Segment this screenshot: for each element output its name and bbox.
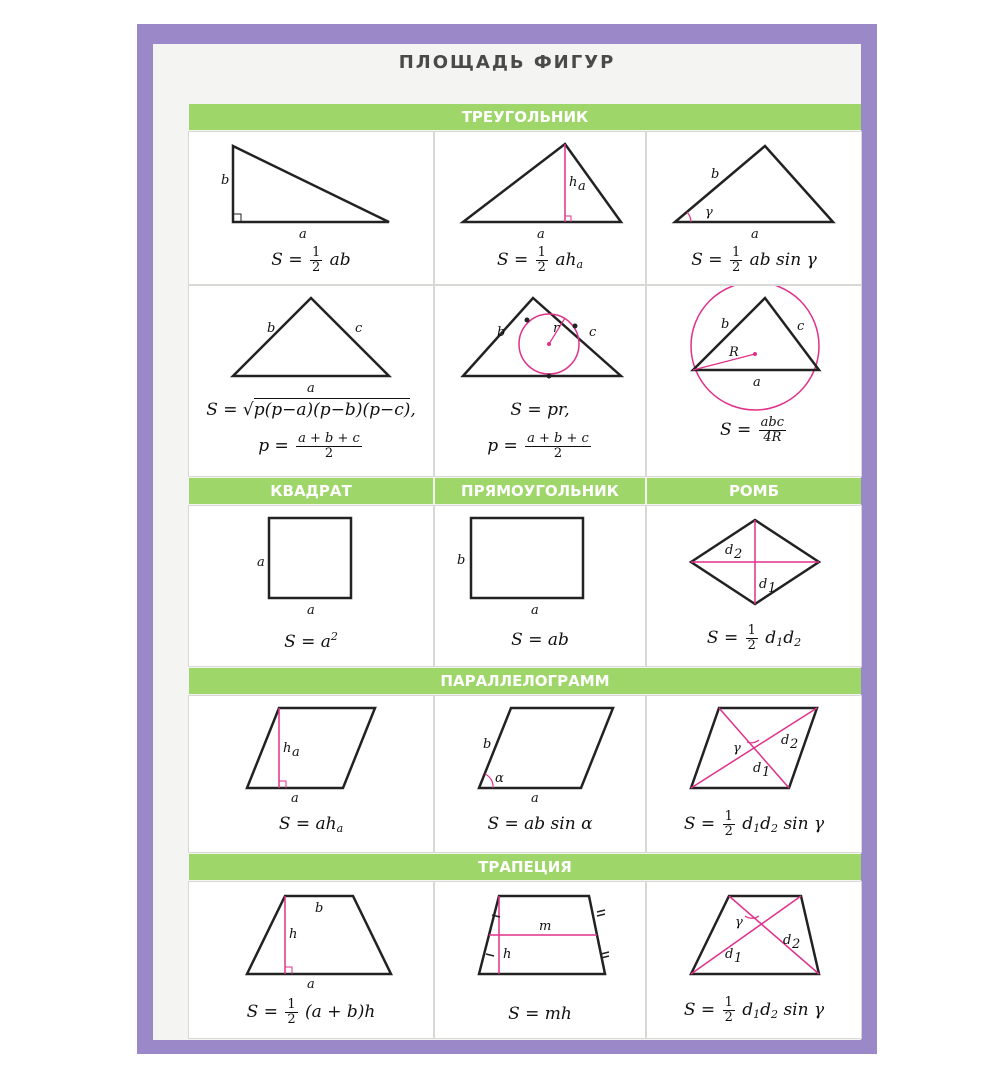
label-a: a: [531, 603, 539, 618]
formula-heron: S = √p(p−a)(p−b)(p−c),: [206, 400, 416, 420]
section-bar-rectangle: ПРЯМОУГОЛЬНИК: [435, 478, 645, 504]
formula-parallelogram-diagonals: S = $\frac{1}{2}$ $d_1d_2$ sin γ: [683, 809, 825, 839]
formula-trapezoid-midline: S = mh: [508, 1004, 572, 1024]
label-h-sub: a: [578, 179, 586, 194]
label-a: a: [753, 375, 761, 390]
label-alpha: α: [495, 771, 504, 786]
cell-inscribed-circle: [435, 286, 645, 476]
label-d1: d: [753, 761, 762, 776]
label-d2: d: [725, 543, 734, 558]
formula-circumradius: S = $\frac{\text{abc}}{4R}$: [719, 415, 785, 445]
label-d1: d: [759, 577, 768, 592]
section-bar-rhombus: РОМБ: [647, 478, 861, 504]
label-c: c: [355, 321, 363, 336]
formula-inradius: S = pr,: [510, 400, 570, 420]
poster-sheet: [153, 44, 861, 1040]
cell-heron: [189, 286, 433, 476]
label-gamma: γ: [735, 915, 743, 930]
cell-parallelogram-sine: [435, 696, 645, 852]
cell-square: [189, 506, 433, 666]
label-r: r: [553, 321, 560, 336]
label-d2: d: [781, 733, 790, 748]
cell-parallelogram-height: [189, 696, 433, 852]
formula-semiperimeter-2: p = $\frac{a + b + c}{2}$: [487, 431, 589, 461]
cell-trapezoid-diagonals: [647, 882, 861, 1038]
label-b: b: [721, 317, 730, 332]
label-h: h: [569, 175, 578, 190]
label-b: b: [315, 901, 324, 916]
label-d1-sub: 1: [768, 581, 777, 596]
label-h: h: [289, 927, 298, 942]
label-a: a: [299, 227, 307, 242]
formula-trapezoid-diagonals: S = $\frac{1}{2}$ $d_1d_2$ sin γ: [683, 995, 825, 1025]
page-title: ПЛОЩАДЬ ФИГУР: [398, 52, 616, 73]
label-b: b: [221, 173, 230, 188]
label-m: m: [539, 919, 552, 934]
label-a: a: [531, 791, 539, 806]
label-d2: d: [783, 933, 792, 948]
formula-triangle-sine: S = $\frac{1}{2}$ ab sin γ: [691, 245, 817, 275]
formula-rectangle: S = ab: [511, 630, 569, 650]
label-a: a: [307, 603, 315, 618]
label-a: a: [307, 381, 315, 396]
label-d2-sub: 2: [792, 937, 801, 952]
label-d1-sub: 1: [734, 951, 743, 966]
cell-trapezoid-bases: [189, 882, 433, 1038]
cell-trapezoid-midline: [435, 882, 645, 1038]
label-b: b: [483, 737, 492, 752]
label-a: a: [751, 227, 759, 242]
label-h-sub: a: [292, 745, 300, 760]
formula-right-triangle: S = $\frac{1}{2}$ ab: [271, 245, 351, 275]
section-bar-trapezoid: ТРАПЕЦИЯ: [189, 854, 861, 880]
label-c: c: [797, 319, 805, 334]
cell-right-triangle: [189, 132, 433, 284]
label-a: a: [307, 977, 315, 992]
section-bar-square: КВАДРАТ: [189, 478, 433, 504]
cell-triangle-height: [435, 132, 645, 284]
formula-triangle-height: S = $\frac{1}{2}$ $ah_a$: [496, 245, 584, 275]
label-d2-sub: 2: [734, 547, 743, 562]
cell-rhombus: [647, 506, 861, 666]
formula-trapezoid-bases: S = $\frac{1}{2}$ (a + b)h: [246, 997, 376, 1027]
cell-parallelogram-diagonals: [647, 696, 861, 852]
formula-square: $S = a^2$: [284, 630, 338, 652]
label-c: c: [589, 325, 597, 340]
label-d2-sub: 2: [790, 737, 799, 752]
label-b: b: [711, 167, 720, 182]
cell-triangle-sine: [647, 132, 861, 284]
section-bar-triangle: ТРЕУГОЛЬНИК: [189, 104, 861, 130]
circumscribed-circle-figure: [647, 286, 861, 476]
label-R: R: [729, 345, 739, 360]
label-gamma: γ: [733, 741, 741, 756]
formula-semiperimeter: p = $\frac{a + b + c}{2}$: [258, 431, 360, 461]
label-d1-sub: 1: [762, 765, 771, 780]
label-a: a: [537, 227, 545, 242]
label-b: b: [267, 321, 276, 336]
label-b: b: [497, 325, 506, 340]
cell-circumscribed-circle: [647, 286, 861, 476]
label-h: h: [283, 741, 292, 756]
poster-frame: [137, 24, 877, 1054]
label-a-side: a: [257, 555, 265, 570]
formula-parallelogram-height: $S = ah_a$: [278, 814, 344, 835]
label-h: h: [503, 947, 512, 962]
label-b: b: [457, 553, 466, 568]
label-a: a: [291, 791, 299, 806]
cell-rectangle: [435, 506, 645, 666]
label-gamma: γ: [705, 205, 713, 220]
section-bar-parallelogram: ПАРАЛЛЕЛОГРАММ: [189, 668, 861, 694]
label-d1: d: [725, 947, 734, 962]
formula-rhombus: S = $\frac{1}{2}$ $d_1d_2$: [706, 623, 802, 653]
formula-parallelogram-sine: S = ab sin α: [487, 814, 593, 834]
